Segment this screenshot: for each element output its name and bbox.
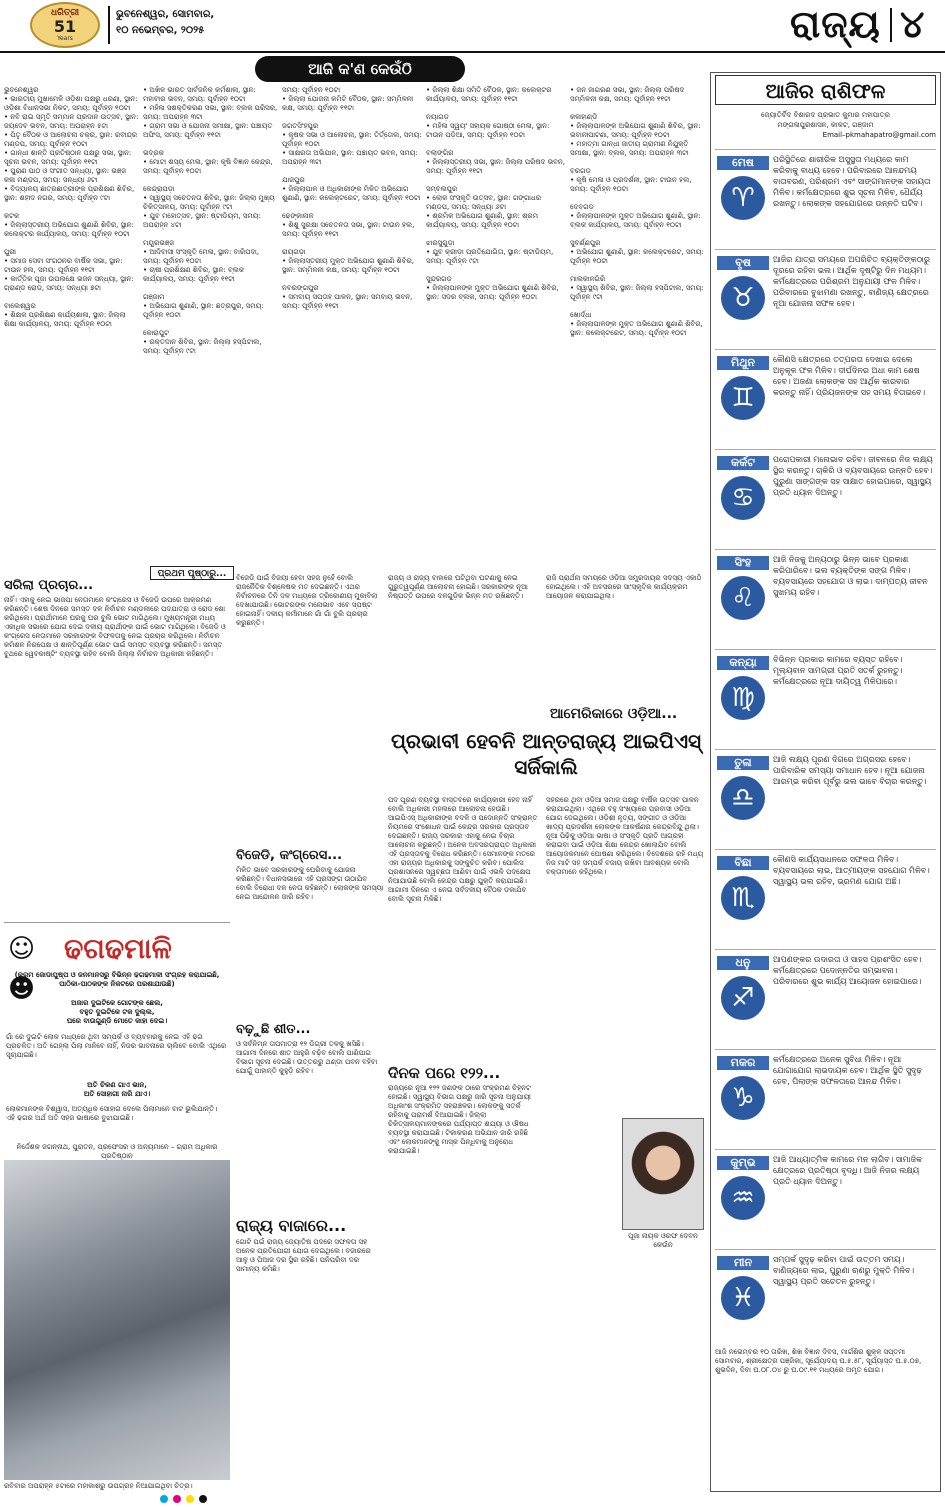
rashi-name: ମକର — [717, 1056, 769, 1070]
rashi-text: ଆଜିର ଯାତ୍ରା ସମୟରେ ଅପରିଚିତ ବ୍ୟକ୍ତିଙ୍କଠାରୁ ଦୂରରେ ରହିବା ଭଲ। ଆର୍ଥିକ ଦୃଷ୍ଟିରୁ ଦିନ ମଧ୍ୟମ। କର୍ମକ୍ଷେତ୍ରରେ ପରିଶ୍ରମ ଅନୁଯାୟୀ ଫଳ ମିଳିବ। ପରିବାରରେ ବୁଝାମଣା ରଖନ୍ତୁ, ବାଣିଜ୍ୟ କ୍ଷେତ୍ରରେ ନୂଆ ଯୋଜନା ସଫଳ ହେବ। — [773, 255, 933, 308]
rashifal-title: ଆଜିର ରାଶିଫଳ — [715, 75, 936, 105]
rashi-name: ବିଛା — [717, 856, 769, 870]
main-story-preface: ରାଜ୍ୟ ଓ ରାଜ୍ୟ ବାହାରେ ଘଟିଥିବା ଘଟଣାକୁ ନେଇ ଗୁରୁତ୍ୱପୂର୍ଣ୍ଣ ଆଲୋଚନା ହୋଇଛି। ସରକାରଙ୍କ ନୂଆ ନିଷ୍ପତ୍ତି ଉପରେ ଦଳଗୁଡ଼ିକ ଭିନ୍ନ ମତ ରଖିଛନ୍ତି। — [388, 574, 531, 600]
issue-date-line1: ଭୁବନେଶ୍ୱର, ସୋମବାର, — [116, 9, 215, 20]
rashi-text: ଆପଣଙ୍କର ଉଦାରତା ଓ ସାହସ ପ୍ରଶଂସିତ ହେବ। କର୍ମକ୍ଷେତ୍ରରେ ପଦୋନ୍ନତିର ସମ୍ଭାବନା। ପରିବାରରେ ଶୁଭ କାର୍ଯ୍ୟ ଆୟୋଜନ ହୋଇପାରେ। — [773, 955, 925, 986]
events-col-2: • ଅଖିଳ ଭାରତ ସାର୍ବଜନିକ କର୍ମଶାଳା, ସ୍ଥାନ: ମହାବୀର ଭବନ, ସମୟ: ପୂର୍ବାହ୍ନ ୧୦ଟା • ମହିଳା ସଶକ୍ତିକରଣ ସଭା, ସ୍ଥାନ: ବ୍ଲକ ପରିସର, ସମୟ: ଅପରାହ୍ନ ୩ଟା • ଗ୍ରାମ ସଭା ଓ ଯୋଜନା ସମୀକ୍ଷା, ସ୍ଥାନ: ପଞ୍ଚାୟତ ଅଫିସ, ସମୟ: ପୂର୍ବାହ୍ନ ୧୧ଟା ଭଦ୍ରକ • ମୋଟା ଶସ୍ୟ ମେଳା, ସ୍ଥାନ: କୃଷି ବିଜ୍ଞାନ କେନ୍ଦ୍ର, ସମୟ: ପୂର୍ବାହ୍ନ ୧୦ଟା କେନ୍ଦ୍ରାପଡ଼ା • ସ୍ୱାସ୍ଥ୍ୟ ସଚେତନତା ଶିବିର, ସ୍ଥାନ: ଜିଲ୍ଲା ମୁଖ୍ୟ ଚିକିତ୍ସାଳୟ, ସମୟ: ପୂର୍ବାହ୍ନ ୯ଟା • ଯୁବ ମହୋତ୍ସବ, ସ୍ଥାନ: ଷ୍ଟାଡିୟମ, ସମୟ: ଅପରାହ୍ନ ୪ଟା ମୟୂରଭଞ୍ଜ • ଆଦିବାସୀ ସଂସ୍କୃତି ମେଳା, ସ୍ଥାନ: ବାରିପଦା, ସମୟ: ପୂର୍ବାହ୍ନ ୧୦ଟା • ଚାଷୀ ପ୍ରଶିକ୍ଷଣ ଶିବିର, ସ୍ଥାନ: ବ୍ଲକ କାର୍ଯ୍ୟାଳୟ, ସମୟ: ପୂର୍ବାହ୍ନ ୧୧ଟା ଗଞ୍ଜାମ • ଅଭିଯୋଗ ଶୁଣାଣି, ସ୍ଥାନ: ଛତ୍ରପୁର, ସମୟ: ପୂର୍ବାହ୍ନ ୧୦ଟା କୋରାପୁଟ • ରକ୍ତଦାନ ଶିବିର, ସ୍ଥାନ: ଜିଲ୍ଲା ହସ୍ପିଟାଲ, ସମୟ: ପୂର୍ବାହ୍ନ ୯ଟା — [143, 86, 278, 355]
rashi-name: ବୃଷ — [717, 256, 769, 270]
page-number: ୪ — [900, 2, 926, 46]
section-title: ରାଜ୍ୟ — [790, 2, 881, 46]
zodiac-sign-icon: ♍ — [721, 676, 765, 720]
rashi-item — [715, 1049, 936, 1145]
events-banner: ଆଜି କ'ଣ କେଉଁଠି — [255, 56, 465, 82]
rashi-text: ବିଭିନ୍ନ ପ୍ରକାର କାମରେ ବ୍ୟସ୍ତ ରହିବେ। ମୂଲ୍ୟବାନ ସାମଗ୍ରୀ ପ୍ରତି ସତର୍କ ରୁହନ୍ତୁ। କର୍ମକ୍ଷେତ୍ରରେ ନୂଆ ଦାୟିତ୍ୱ ମିଳିପାରେ। — [773, 655, 906, 686]
cartoon-credit: ନିର୍ଦ୍ଦେଶକ ଜଗନ୍ନାଥ, ପୁରାତନ, ପ୍ରଫେସର ଓ ଅନ୍ୟମାନେ – ଗ୍ରାମ ଅଧିକାର ପ୍ରତିଷ୍ଠାନ — [16, 1143, 220, 1160]
dinaka-body: ରାଜ୍ୟରେ ନୂଆ ୧୨୨ ଜଣଙ୍କ ଠାରେ ସଂକ୍ରମଣ ଚିହ୍ନଟ ହୋଇଛି। ସ୍ୱାସ୍ଥ୍ୟ ବିଭାଗ ପକ୍ଷରୁ ଜାରି ସୂଚନା ଅନୁଯାୟୀ ଅଧିକାଂଶ ସଂକ୍ରମିତ ସହରାଞ୍ଚଳର। ଲୋକଙ୍କୁ ସତର୍କ ରହିବାକୁ ପରାମର୍ଶ ଦିଆଯାଇଛି। ଜିଲ୍ଲା ଚିକିତ୍ସାଳୟମାନଙ୍କରେ ପର୍ଯ୍ୟାପ୍ତ ଶଯ୍ୟା ଓ ଔଷଧ ବ୍ୟବସ୍ଥା କରାଯାଇଛି। ଟିକାକରଣ ଅଭିଯାନ ଜାରି ରହିଛି ଏବଂ ଲୋକମାନଙ୍କୁ ମାସ୍କ ପିନ୍ଧିବାକୁ ଅନୁରୋଧ କରାଯାଇଛି। — [388, 1084, 534, 1155]
rashi-item — [715, 1149, 936, 1245]
zodiac-sign-icon: ♏ — [721, 876, 765, 920]
rashi-text: କୌଣସି କାର୍ଯ୍ୟସାଧନରେ ସଫଳତା ମିଳିବ। ବ୍ୟବସାୟରେ ଲାଭ, ଆତ୍ମୀୟଙ୍କ ସହଯୋଗ ମିଳିବ। ସ୍ୱାସ୍ଥ୍ୟ ଭଲ ରହିବ, ଭ୍ରମଣ ଯୋଗ ଅଛି। — [773, 855, 933, 886]
section-divider — [890, 8, 892, 42]
masthead-rule — [0, 51, 945, 53]
calendar-text: ଆଜି ନଭେମ୍ବର ୧୦ ତାରିଖ, ଶିଖ ବିଜ୍ଞାନ ଦିବସ, ମାର୍ଗଶିର ଶୁକ୍ଳ ସପ୍ତମୀ ସୋମବାର, ଶ୍ରୀକ୍ଷେତ୍ର ପଞ୍ଜିକା, ସୂର୍ଯ୍ୟୋଦୟ ଘ.୫.୫୮, ସୂର୍ଯ୍ୟାସ୍ତ ଘ.୫.୦୭, ଶୁଭଦିନ, ଦିବା ଘ.୦୮.୦୪ ରୁ ଘ.୦୯.୧୧ ମଧ୍ୟରେ ଅମୃତ ଯୋଗ। — [715, 1348, 924, 1374]
issue-date-line2: ୧୦ ନଭେମ୍ବର, ୨୦୨୫ — [116, 25, 205, 36]
sarila-headline: ସରିଲା ପ୍ରଚାର... — [4, 578, 94, 593]
front-strip-label: ପ୍ରଥମ ପୃଷ୍ଠାରୁ... — [150, 566, 234, 580]
rashi-item — [715, 549, 936, 645]
rashi-item — [715, 749, 936, 845]
zodiac-sign-icon: ♓ — [721, 1276, 765, 1320]
rashi-item — [715, 349, 936, 445]
masthead-divider — [108, 6, 110, 44]
rashi-name: କୁମ୍ଭ — [717, 1156, 769, 1170]
rashi-name: ତୁଳା — [717, 756, 769, 770]
rashi-item — [715, 149, 936, 245]
cartoon-quote-2: ଅତି ଚିକଣ ଗାଏ ଭାନ, ଅତି ସୋହାଗୀ ନାରି ଯାଏ। — [83, 1081, 151, 1098]
satellite-weather-map — [4, 1160, 230, 1480]
winter-body: ଓ ସର୍ବନିମ୍ନ ତାପମାତ୍ରା ୧୨ ଡିଗ୍ରୀ ତଳକୁ ଖସିଛି। ଆଗାମୀ ଦିନରେ ଶୀତ ଆହୁରି ବଢ଼ିବ ବୋଲି ପାଣିପାଗ ବିଭାଗ ସୂଚନା ଦେଇଛି। ଉତ୍ତରରୁ ଥଣ୍ଡା ପବନ ବହିବା ଯୋଗୁଁ ପାହାନ୍ତି କୁହୁଡ଼ି ରହିବ। — [236, 1040, 380, 1075]
rashi-text: କର୍ମକ୍ଷେତ୍ରରେ ଅନେକ ସୁବିଧା ମିଳିବ। ନୂଆ ଯୋଗାଯୋଗ ଲାଭଦାୟକ ହେବ। ଆର୍ଥିକ ସ୍ଥିତି ସୁଦୃଢ଼ ହେବ, ପିଲାଙ୍କ ସଫଳତାରେ ଆନନ୍ଦ ମିଳିବ। — [773, 1055, 925, 1086]
dinaka-headline: ଦିନକ ପରେ ୧୨୨... — [388, 1064, 501, 1082]
cartoon-quote-1: ଅଜାର ଦୁଇଟିକେ ଗୋଟଙ୍କ ଛେଲ, ବହୁତ ଦୁଇଟିକେ ଟକ ଦୁଲ୍ଲ, ଘରେ ବାଉଗୁଣ୍ଡି ମୋତେ କାହା ଦେଇ। — [66, 999, 168, 1025]
rashifal-email: Email–pkmahapatro@gmail.com — [822, 131, 936, 139]
vijedi-body-1: ବିଜେଡି ପାଇଁ ବିଜୟୀ ହେବା ସହଜ ନୁହେଁ ବୋଲି ରାଜନୈତିକ ବିଶ୍ଳେଷକ ମତ ଦେଇଛନ୍ତି। ଏଥର ନିର୍ବାଚନରେ ତିନି ଦଳ ମଧ୍ୟରେ ତ୍ରିକୋଣୀୟ ମୁକାବିଲା ଦେଖାଯାଉଛି। ଭୋଟରଙ୍କ ମନୋଭାବ ଏବେ ସ୍ପଷ୍ଟ ହୋଇନାହିଁ। ଦଳୀୟ କର୍ମୀମାନେ ଗାଁ ଗାଁ ବୁଲି ପ୍ରଚାର କରୁଛନ୍ତି। — [236, 574, 380, 627]
zodiac-sign-icon: ♑ — [721, 1076, 765, 1120]
cartoon-body-1: ଗାଁ ରେ ଦୁଇଟି ଲୋକ ମଧ୍ୟରେ ଥିବା ସମ୍ପର୍କ ଓ ବ୍ୟବହାରକୁ ନେଇ ଏହି ଢଗ ପ୍ରଚଳିତ। ଅତି ଗେହ୍ଲା ପିଲା ମାନିବେ ନାହିଁ, ନିଜର ଭାବନାରେ ଚାଲିବେ ବୋଲି ଏଥିରେ ସୂଚାଯାଇଛି। — [6, 1033, 229, 1059]
zodiac-sign-icon: ♊ — [721, 376, 765, 420]
events-col-1: ଭୁବନେଶ୍ୱର • ଭାରତୀୟ ମୁଖାମେଳି ଓଡ଼ିଶା ପକ୍ଷରୁ ଧରଣା, ସ୍ଥାନ: ଓଡ଼ିଶା ବିଧାନସଭା ନିକଟ, ସମୟ: ପୂର୍ବାହ୍ନ ୧୦ଟା • ନବି ରାଇ ସ୍ମୃତି ସମ୍ମାନ ପ୍ରଦାନ ଉତ୍ସବ, ସ୍ଥାନ: ଜୟଦେବ ଭବନ, ସମୟ: ଅପରାହ୍ନ ୫ଟା • ପିତୃ ବୈଠକ ଓ ଆଲୋଚନା ଚକ୍ର, ସ୍ଥାନ: ରବୀନ୍ଦ୍ର ମଣ୍ଡପ, ସମୟ: ପୂର୍ବାହ୍ନ ୧୦ଟା • ଗାନ୍ଧୀ ଶାନ୍ତି ପ୍ରତିଷ୍ଠାନ ପକ୍ଷରୁ ସଭା, ସ୍ଥାନ: ସୂଚନା ଭବନ, ସମୟ: ପୂର୍ବାହ୍ନ ୧୧ଟା • ପୁରାଣ ପାଠ ଓ ସଂଗୀତ ସନ୍ଧ୍ୟା, ସ୍ଥାନ: ଭଞ୍ଜ କଳା ମଣ୍ଡପ, ସମୟ: ସନ୍ଧ୍ୟା ୬ଟା • ବିଦ୍ୟାଳୟ ଛାତ୍ରଛାତ୍ରୀଙ୍କ ପ୍ରଶିକ୍ଷଣ ଶିବିର, ସ୍ଥାନ: ଶହୀଦ ନଗର, ସମୟ: ପୂର୍ବାହ୍ନ ୯ଟା କଟକ • ଜିଲ୍ଲାସ୍ତରୀୟ ଅଭିଯୋଗ ଶୁଣାଣି ଶିବିର, ସ୍ଥାନ: କଲେକ୍ଟର କାର୍ଯ୍ୟାଳୟ, ସମୟ: ପୂର୍ବାହ୍ନ ୧୦ଟା ପୁରୀ • ସମାଜ ସେବା ସଂଗଠନର ବାର୍ଷିକ ସଭା, ସ୍ଥାନ: ଟାଉନ ହଲ, ସମୟ: ପୂର୍ବାହ୍ନ ୧୧ଟା • କାର୍ତ୍ତିକ ପୂଜା ଉପଲକ୍ଷେ ଭଜନ ସନ୍ଧ୍ୟା, ସ୍ଥାନ: ଗ୍ରାଣ୍ଡ ରୋଡ, ସମୟ: ସନ୍ଧ୍ୟା ୭ଟା ବାଲେଶ୍ୱର • ଶିକ୍ଷକ ପ୍ରଶିକ୍ଷଣ କାର୍ଯ୍ୟଶାଳା, ସ୍ଥାନ: ଜିଲ୍ଲା ଶିକ୍ଷା କାର୍ଯ୍ୟାଳୟ, ସମୟ: ପୂର୍ବାହ୍ନ ୧୦ଟା — [4, 86, 139, 328]
rashi-text: ପରୋପକାରୀ ମନୋଭାବ ରହିବ। ଜୀବନରେ ନିଜ ଲକ୍ଷ୍ୟ ସ୍ଥିର କରନ୍ତୁ। ଚାକିରି ଓ ବ୍ୟବସାୟରେ ଉନ୍ନତି ହେବ। ପୁରୁଣା ସାଙ୍ଗଙ୍କ ସହ ସାକ୍ଷାତ ହୋଇପାରେ, ସ୍ୱାସ୍ଥ୍ୟ ପ୍ରତି ଧ୍ୟାନ ଦିଅନ୍ତୁ। — [773, 455, 936, 497]
rashi-name: ମେଷ — [717, 156, 769, 170]
rashi-text: କୌଣସି କ୍ଷେତ୍ରରେ ତତ୍ପରତା ଦେଖାଇ ଦେଲେ ଅନୁକୂଳ ଫଳ ମିଳିବ। ଦୀର୍ଘଦିନର ଅଧା କାମ ଶେଷ ହେବ। ଅଜଣା ଲୋକଙ୍କ ସହ ଆର୍ଥିକ କାରବାର କରନ୍ତୁ ନାହିଁ। ପ୍ରିୟଜନଙ୍କ ସହ ସମୟ ବିତାଇବେ। — [773, 355, 926, 397]
cartoon-body-2: ଲୋକମାନଙ୍କ ବିଶ୍ୱାସ, ଅତ୍ୟଧିକ ସୋହାଗ ଦେଲେ ପିଲାମାନେ ବାଟ ଭୁଲିଯାନ୍ତି। ଏହି ଢଗର ଅର୍ଥ ଅତି ସହଜ ଭାଷାରେ ବୁଝାଯାଇଛି। — [6, 1105, 220, 1122]
rashi-name: ଧନୁ — [717, 956, 769, 970]
cartoon-subtitle: (କ୍ରମ ଜୋଡାପୁଷ୍ପ ଓ ଜନମାନସରୁ ବିଭିନ୍ନ ଢଗଢମାଳୀ ସଂଗ୍ରହ କରାଯାଇଛି, ପାଠିକା-ପାଠକଙ୍କ ନିକଟରେ ପରଶାଯାଉଛି) — [14, 971, 222, 988]
america-headline: ଆମେରିକାରେ ଓଡ଼ିଆ... — [550, 706, 678, 722]
logo-sub: Years — [57, 35, 73, 42]
rashi-name: ସିଂହ — [717, 556, 769, 570]
rashi-item — [715, 449, 936, 545]
america-body: ସହରରେ ଥିବା ଓଡ଼ିଆ ସମାଜ ପକ୍ଷରୁ ବାର୍ଷିକ ଉତ୍ସବ ପାଳନ କରାଯାଇଥିଲା। ଏଥିରେ ବହୁ ସଂଖ୍ୟାରେ ପ୍ରବାସୀ ଓଡ଼ିଆ ଯୋଗ ଦେଇଥିଲେ। ଓଡ଼ିଶୀ ନୃତ୍ୟ, ସଙ୍ଗୀତ ଓ ଓଡ଼ିଆ ଖାଦ୍ୟ ପ୍ରଦର୍ଶନୀ ଲୋକଙ୍କ ଆକର୍ଷଣର କେନ୍ଦ୍ରବିନ୍ଦୁ ଥିଲା। ନୂଆ ପିଢ଼ିକୁ ଓଡ଼ିଆ ଭାଷା ଓ ସଂସ୍କୃତି ପ୍ରତି ଆଗ୍ରହୀ କରାଇବା ପାଇଁ ଓଡ଼ିଆ ଶିକ୍ଷା କେନ୍ଦ୍ର ଖୋଲାଯିବ ବୋଲି ଆୟୋଜକମାନେ ଘୋଷଣା କରିଥିଲେ। ବିଦେଶରେ ରହି ମଧ୍ୟ ନିଜ ମାଟି ସହ ସମ୍ପର୍କ ବଜାୟ ରଖିବା ଆବଶ୍ୟକ ବୋଲି ବକ୍ତାମାନେ କହିଥିଲେ। — [546, 796, 706, 876]
logo-years: 51 — [53, 17, 77, 36]
events-col-3: ସମୟ: ପୂର୍ବାହ୍ନ ୧୦ଟା • ଜିଲ୍ଲା ଯୋଜନା କମିଟି ବୈଠକ, ସ୍ଥାନ: ସମ୍ମିଳନୀ କକ୍ଷ, ସମୟ: ପୂର୍ବାହ୍ନ ୧୧ଟା ଜଗତସିଂହପୁର • କୃଷକ ସଭା ଓ ଆଲୋଚନା, ସ୍ଥାନ: ତିର୍ତ୍ତୋଲ, ସମୟ: ପୂର୍ବାହ୍ନ ୧୦ଟା • ସାକ୍ଷରତା ଅଭିଯାନ, ସ୍ଥାନ: ପଞ୍ଚାୟତ ଭବନ, ସମୟ: ଅପରାହ୍ନ ୩ଟା ଯାଜପୁର • ଜିଲ୍ଲାପାଳ ଓ ଅଧିକାରୀଙ୍କ ମିଳିତ ଅଭିଯୋଗ ଶୁଣାଣି, ସ୍ଥାନ: କଲେକ୍ଟରେଟ, ସମୟ: ପୂର୍ବାହ୍ନ ୧୦ଟା ଢେଙ୍କାନାଳ • ଶିଶୁ ସୁରକ୍ଷା ସଚେତନତା ସଭା, ସ୍ଥାନ: ଟାଉନ ହଲ, ସମୟ: ପୂର୍ବାହ୍ନ ୧୧ଟା ରାୟଗଡ଼ା • ଜିଲ୍ଲାସ୍ତରୀୟ ମୁକ୍ତ ଅଭିଯୋଗ ଶୁଣାଣି ଶିବିର, ସ୍ଥାନ: ସମ୍ମିଳନୀ କକ୍ଷ, ସମୟ: ପୂର୍ବାହ୍ନ ୧୦ଟା ନବରଙ୍ଗପୁର • ସମବାୟ ସପ୍ତାହ ପାଳନ, ସ୍ଥାନ: ସମବାୟ ଭବନ, ସମୟ: ପୂର୍ବାହ୍ନ ୧୧ଟା — [282, 86, 422, 310]
logo-text: ଧରିତ୍ରୀ — [50, 8, 80, 18]
rashi-name: ମୀନ — [717, 1256, 769, 1270]
zodiac-sign-icon: ♈ — [721, 176, 765, 220]
rashi-name: ମିଥୁନ — [717, 356, 769, 370]
rashi-text: ଆଜି ଲକ୍ଷ୍ୟ ପୂରଣ ଦିଗରେ ଅଗ୍ରସର ହେବେ। ପାରିବାରିକ ସମସ୍ୟା ସମାଧାନ ହେବ। ନୂଆ ଯୋଜନା ଆରମ୍ଭ କରିବା ପୂର୍ବରୁ ଭଲ ଭାବେ ବିଚାର କରନ୍ତୁ। — [773, 755, 928, 786]
rashi-text: ଆଜି ନିଜକୁ ଅନ୍ୟଠାରୁ ଭିନ୍ନ ଭାବେ ପ୍ରକାଶ କରିପାରିବେ। ଭଲ ବ୍ୟକ୍ତିଙ୍କ ସଙ୍ଗ ମିଳିବ। ବ୍ୟବସାୟରେ ସହଯୋଗ ଓ ଲାଭ। ଦାମ୍ପତ୍ୟ ଜୀବନ ସୁଖମୟ ରହିବ। — [773, 555, 931, 597]
cartoon-title: ଢଗଢମାଳି — [64, 932, 172, 965]
rashi-item — [715, 649, 936, 745]
rashi-text: ଆଜି ଆଧ୍ୟାତ୍ମିକ କାମରେ ମନ ଲାଗିବ। ସାମାଜିକ କ୍ଷେତ୍ରରେ ପ୍ରତିଷ୍ଠା ବୃଦ୍ଧି। ଆଜି ନିଜର ଲକ୍ଷ୍ୟ ପ୍ରତି ଧ୍ୟାନ ଦିଅନ୍ତୁ। — [773, 1155, 925, 1186]
zodiac-sign-icon: ♒ — [721, 1176, 765, 1220]
events-col-4: • ଜିଲ୍ଲା ଶିକ୍ଷା ସମିତି ବୈଠକ, ସ୍ଥାନ: କଲେକ୍ଟର କାର୍ଯ୍ୟାଳୟ, ସମୟ: ପୂର୍ବାହ୍ନ ୧୧ଟା ନୟାଗଡ଼ • ମହିଳା ସ୍ୱୟଂ ସହାୟକ ଗୋଷ୍ଠୀ ମେଳା, ସ୍ଥାନ: ଟାଉନ ପଡ଼ିଆ, ସମୟ: ପୂର୍ବାହ୍ନ ୧୦ଟା ବଲାଙ୍ଗିର • ଜିଲ୍ଲାସ୍ତରୀୟ ସଭା, ସ୍ଥାନ: ଜିଲ୍ଲା ପରିଷଦ ଭବନ, ସମୟ: ପୂର୍ବାହ୍ନ ୧୧ଟା ସମ୍ବଲପୁର • ଲୋକ ସଂସ୍କୃତି ଉତ୍ସବ, ସ୍ଥାନ: ଗଙ୍ଗାଧର ମଣ୍ଡପ, ସମୟ: ସନ୍ଧ୍ୟା ୬ଟା • ଶ୍ରମିକ ଅଭିଯୋଗ ଶୁଣାଣି, ସ୍ଥାନ: ଶ୍ରମ କାର୍ଯ୍ୟାଳୟ, ସମୟ: ପୂର୍ବାହ୍ନ ୧୦ଟା ଝାରସୁଗୁଡ଼ା • ଯୁବ କ୍ରୀଡ଼ା ପ୍ରତିଯୋଗିତା, ସ୍ଥାନ: ଷ୍ଟାଡିୟମ, ସମୟ: ପୂର୍ବାହ୍ନ ୯ଟା ସୁନ୍ଦରଗଡ଼ • ଜିଲ୍ଲାପାଳଙ୍କ ମୁକ୍ତ ଅଭିଯୋଗ ଶୁଣାଣି ଶିବିର, ସ୍ଥାନ: ସଦର ବ୍ଲକ, ସମୟ: ପୂର୍ବାହ୍ନ ୧୦ଟା — [426, 86, 565, 301]
rashi-item — [715, 249, 936, 345]
sarila-body: ନାହିଁ। ଏହାକୁ ନେଇ ଭାଜପା ନେତାମାନେ କଂଗ୍ରେସ ଓ ବିଜେଡି ଉପରେ ଆକ୍ରମଣ କରିଛନ୍ତି। ଶେଷ ଦିନରେ ସମସ୍ତ ଦଳ ନିର୍ବାଚନ ମଣ୍ଡଳୀରେ ପଦଯାତ୍ରା ଓ ରୋଡ ଶୋ କରିଥିଲେ। ପ୍ରାର୍ଥୀମାନେ ଘରକୁ ଘର ବୁଲି ଭୋଟ ମାଗିଥିଲେ। ମୁଖ୍ୟମନ୍ତ୍ରୀ ମଧ୍ୟ ଏକାଧିକ ସଭାରେ ଯୋଗ ଦେଇ ଦଳୀୟ ପ୍ରାର୍ଥୀଙ୍କ ପାଇଁ ଭୋଟ ମାଗିଥିଲେ। ବିଜେଡି ଓ କଂଗ୍ରେସ ନେତାମାନେ ସରକାରଙ୍କ ବିଫଳତାକୁ ନେଇ ପ୍ରଚାର କରିଥିଲେ। ନିର୍ବାଚନ କମିଶନ ନିରପେକ୍ଷ ଓ ଶାନ୍ତିପୂର୍ଣ୍ଣ ଭୋଟ ପାଇଁ ସମସ୍ତ ବ୍ୟବସ୍ଥା କରିଛନ୍ତି। ସମସ୍ତ ବୁଥରେ ୱେବକାଷ୍ଟିଂ ବ୍ୟବସ୍ଥା ରହିବ ବୋଲି ଜିଲ୍ଲା ନିର୍ବାଚନ ଅଧିକାରୀ କହିଛନ୍ତି। — [4, 596, 228, 658]
rashi-name: କର୍କଟ — [717, 456, 769, 470]
cartoon-figures-icon: ☺☻ — [8, 934, 36, 1004]
rashi-text: ପରିସ୍ଥିତିରେ ଶାରୀରିକ ଅସୁସ୍ଥତା ମଧ୍ୟରେ କାମ କରିବାକୁ ବାଧ୍ୟ ହେବେ। ପରିବାରରେ ଆନନ୍ଦମୟ ବାତାବରଣ, ପରିଶ୍ରମ ଏବଂ ସାଙ୍ଗମାନଙ୍କ ସହାୟତା ମିଳିବ। କର୍ମକ୍ଷେତ୍ରରେ ଶୁଭ ସୂଚନା ମିଳିବ, ଧୈର୍ଯ୍ୟ ରଖନ୍ତୁ। ଲୋକଙ୍କ ସହଯୋଗରେ ଉନ୍ନତି ଘଟିବ। — [773, 155, 933, 208]
zodiac-sign-icon: ♋ — [721, 476, 765, 520]
print-registration-marks — [160, 1488, 220, 1496]
rashi-item — [715, 1249, 936, 1345]
rashifal-place: ମଙ୍ଗଳାପୁରଶାସନ, କାକଟ, ଗଞ୍ଜାମ — [777, 121, 874, 129]
main-story-headline: ପ୍ରଭାବୀ ହେବନି ଆନ୍ତରାଜ୍ୟ ଆଇପିଏସ୍ ସର୍ଜିକାଲି — [390, 729, 702, 779]
zodiac-sign-icon: ♎ — [721, 776, 765, 820]
zodiac-sign-icon: ♉ — [721, 276, 765, 320]
events-col-5: • ଜନ ଜାଗରଣ ସଭା, ସ୍ଥାନ: ଜିଲ୍ଲା ପରିଷଦ ସମ୍ମିଳନୀ କକ୍ଷ, ସମୟ: ପୂର୍ବାହ୍ନ ୧୧ଟା କଳାହାଣ୍ଡି • ଜିଲ୍ଲାପାଳଙ୍କ ଅଭିଯୋଗ ଶୁଣାଣି ଶିବିର, ସ୍ଥାନ: ଭବାନୀପାଟଣା, ସମୟ: ପୂର୍ବାହ୍ନ ୧୦ଟା • ମହାତ୍ମା ଗାନ୍ଧୀ ଜାତୀୟ ଗ୍ରାମୀଣ ନିଯୁକ୍ତି ସମୀକ୍ଷା, ସ୍ଥାନ: ବ୍ଲକ, ସମୟ: ଅପରାହ୍ନ ୩ଟା ବରଗଡ଼ • କୃଷି ମେଳା ଓ ପ୍ରଦର୍ଶନୀ, ସ୍ଥାନ: ଟାଉନ ହଲ, ସମୟ: ପୂର୍ବାହ୍ନ ୧୦ଟା ଦେବଗଡ଼ • ଜିଲ୍ଲାପାଳଙ୍କ ମୁକ୍ତ ଅଭିଯୋଗ ଶୁଣାଣି, ସ୍ଥାନ: ବ୍ଲକ କାର୍ଯ୍ୟାଳୟ, ସମୟ: ପୂର୍ବାହ୍ନ ୧୦ଟା ସୁବର୍ଣ୍ଣପୁର • ଅଭିଯୋଗ ଶୁଣାଣି, ସ୍ଥାନ: କଲେକ୍ଟରେଟ, ସମୟ: ପୂର୍ବାହ୍ନ ୧୦ଟା ମାଲକାନଗିରି • ସ୍ୱାସ୍ଥ୍ୟ ଶିବିର, ସ୍ଥାନ: ଜିଲ୍ଲା ହସ୍ପିଟାଲ, ସମୟ: ପୂର୍ବାହ୍ନ ୯ଟା ଖୋର୍ଦ୍ଧା • ଜିଲ୍ଲାପାଳଙ୍କ ମୁକ୍ତ ଅଭିଯୋଗ ଶୁଣାଣି ଶିବିର, ସ୍ଥାନ: କଲେକ୍ଟରେଟ, ସମୟ: ପୂର୍ବାହ୍ନ ୧୦ଟା — [570, 86, 704, 337]
market-headline: ରାଜ୍ୟ ବାଜାରେ... — [236, 1216, 347, 1235]
vijedi-congress-headline: ବିଜେଡି, କଂଗ୍ରେସ... — [236, 848, 343, 863]
market-body: ଗୋଟି ପଇଁ ରାଜ୍ୟ ଜ୍ୟୋତିଷ ପଦରେ ସଫଳତା ସହ ଅନେକ ପ୍ରତିଯୋଗୀ ଯୋଗ ଦେଇଥିଲେ। ବଜାରରେ ଆଳୁ ଓ ପିଆଜ ଦର ସ୍ଥିର ରହିଛି। ପନିପରିବା ଦର ସାମାନ୍ୟ କମିଛି। — [236, 1238, 373, 1273]
rashi-item — [715, 849, 936, 945]
zodiac-sign-icon: ♐ — [721, 976, 765, 1020]
rashi-text: ସମ୍ପର୍କ ସୁଦୃଢ଼ କରିବା ପାଇଁ ଉତ୍ତମ ସମୟ। ବାଣିଜ୍ୟରେ ଲାଭ, ପୁରୁଣା ଋଣରୁ ମୁକ୍ତି ମିଳିବ। ସ୍ୱାସ୍ଥ୍ୟ ପ୍ରତି ସଚେତନ ରୁହନ୍ତୁ। — [773, 1255, 917, 1286]
photo-caption: ପୂଜା ନାୟକ ଓରଫ ଦେବନ କେଉଁନ — [628, 1232, 701, 1249]
woman-portrait-photo — [622, 1118, 704, 1230]
main-story-body: ପଦ ପୂରଣ ବ୍ୟବସ୍ଥା ବାସ୍ତବରେ କାର୍ଯ୍ୟକାରୀ ହେବ ନାହିଁ ବୋଲି ଅଧିକାରୀ ମହଲରେ ଆଲୋଚନା ହେଉଛି। ଆଇପିଏସ୍ ଅଧିକାରୀଙ୍କ ବଦଳି ଓ ପଦୋନ୍ନତି ସଂକ୍ରାନ୍ତ ନିୟମରେ ସଂଶୋଧନ ପାଇଁ କେନ୍ଦ୍ର ସରକାର ପ୍ରସ୍ତାବ ଦେଇଛନ୍ତି। ରାଜ୍ୟ ସରକାର ଏହାକୁ ନେଇ ବିଚାର ଆଲୋଚନା କରୁଛନ୍ତି। ଅନେକ ଅବସରପ୍ରାପ୍ତ ଅଧିକାରୀ ଏହି ପ୍ରସ୍ତାବକୁ ବିରୋଧ କରିଛନ୍ତି। ସେମାନଙ୍କ ମତରେ ଏହା ରାଜ୍ୟର ଅଧିକାରକୁ ସଙ୍କୁଚିତ କରିବ। ପୋଲିସ ପ୍ରଶାସନରେ ସ୍ୱଚ୍ଛତା ଆଣିବା ପାଇଁ ଏଭଳି ପଦକ୍ଷେପ ନିଆଯାଉଛି ବୋଲି କେନ୍ଦ୍ର ପକ୍ଷରୁ ଯୁକ୍ତି କରାଯାଇଛି। ଆଗାମୀ ଦିନରେ ଏ ନେଇ ସର୍ବଦଳୀୟ ବୈଠକ ଡକାଯିବ ବୋଲି ସୂଚନା ମିଳିଛି। — [388, 796, 540, 903]
masthead — [0, 0, 945, 52]
map-caption: ରବିବାର ଅପରାହ୍ନ ୫ଟାରେ ମହାକାଶରୁ ଉପଗ୍ରହ ନିଆଯାଇଥିବା ଚିତ୍ର। — [4, 1482, 193, 1490]
rashi-item — [715, 949, 936, 1045]
winter-headline: ବଢ଼ୁଛି ଶୀତ... — [236, 1022, 311, 1037]
america-lead: ରାଜି ପ୍ରାର୍ଥନା ସମୟରେ ଓଡ଼ିଆ ସମ୍ପ୍ରଦାୟର ସଦସ୍ୟ ଏକାଠି ହୋଇଥିଲେ। ଏହି ଅବସରରେ ସାଂସ୍କୃତିକ କାର୍ଯ୍ୟକ୍ରମ ଆୟୋଜନ କରାଯାଇଥିଲା। — [546, 574, 704, 600]
zodiac-sign-icon: ♌ — [721, 576, 765, 620]
rashi-name: କନ୍ୟା — [717, 656, 769, 670]
rashifal-author: ଜ୍ୟୋତିର୍ବିଦ ବିଶାରଦ ପ୍ରଭାତ କୁମାର ମହାପାତ୍ର — [761, 111, 890, 119]
vijedi-body-2: ମିଳିତ ଭାବେ ସରକାରଙ୍କୁ ଘେରିବାକୁ ଯୋଜନା କରିଛନ୍ତି। ବିଧାନସଭାରେ ଏହି ପ୍ରସଙ୍ଗ ଉଠାଯିବ ବୋଲି ବିରୋଧୀ ଦଳ ନେତା କହିଛନ୍ତି। ଲୋକଙ୍କ ସମସ୍ୟା ନେଇ ଆନ୍ଦୋଳନ ଜାରି ରହିବ। — [236, 866, 386, 901]
newspaper-logo — [30, 2, 100, 48]
rashifal-panel — [710, 72, 941, 1492]
